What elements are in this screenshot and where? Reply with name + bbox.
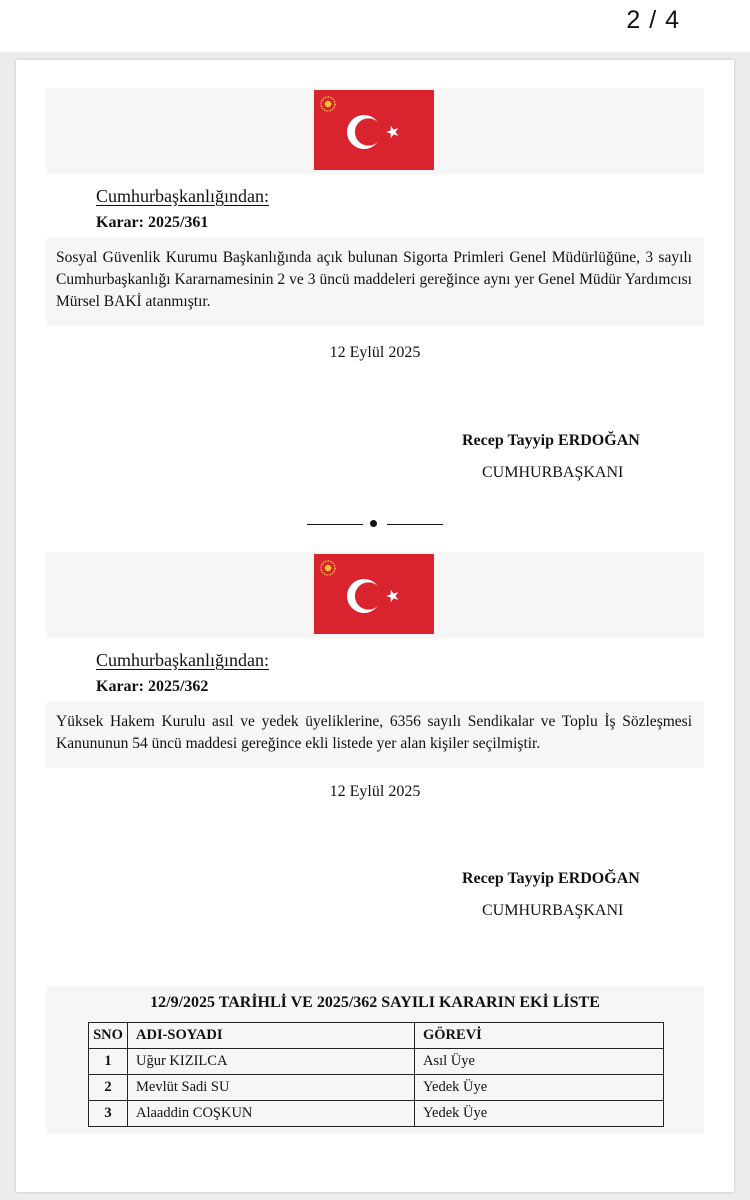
decision-body: Sosyal Güvenlik Kurumu Başkanlığında açık bulunan Sigorta Primleri Genel Müdürlüğüne, 3 sayılı Cumhurbaşkanlığı Kararnamesinin 2 ve 3 üncü maddeleri gereğince aynı yer Genel Müdür Yardımcısı Mürsel BAKİ atanmıştır. — [56, 249, 692, 310]
signer-name: Recep Tayyip ERDOĞAN — [462, 432, 640, 449]
signer-title: CUMHURBAŞKANI — [482, 902, 624, 919]
column-header-role: GÖREVİ — [415, 1023, 664, 1049]
cell-name: Alaaddin COŞKUN — [128, 1101, 415, 1127]
decision-body: Yüksek Hakem Kurulu asıl ve yedek üyeliklerine, 6356 sayılı Sendikalar ve Toplu İş Sözleşmesi Kanununun 54 üncü maddesi gereğince ekli listede yer alan kişiler seçilmiştir. — [56, 713, 692, 752]
turkish-flag-icon — [314, 90, 434, 170]
viewer-topbar — [0, 0, 750, 52]
table-row — [89, 1075, 664, 1101]
page-counter: 2 / 4 — [626, 6, 680, 34]
document-page — [16, 60, 734, 1192]
presidential-emblem-icon — [318, 94, 338, 114]
decision-date: 12 Eylül 2025 — [329, 783, 421, 800]
cell-role: Yedek Üye — [415, 1075, 664, 1101]
cell-sno: 3 — [89, 1101, 128, 1127]
cell-role: Asıl Üye — [415, 1049, 664, 1075]
decision-heading: Cumhurbaşkanlığından: — [96, 186, 269, 206]
cell-role: Yedek Üye — [415, 1101, 664, 1127]
cell-name: Uğur KIZILCA — [128, 1049, 415, 1075]
column-header-name: ADI-SOYADI — [128, 1023, 415, 1049]
cell-name: Mevlüt Sadi SU — [128, 1075, 415, 1101]
table-header-row — [89, 1023, 664, 1049]
attachment-list-title: 12/9/2025 TARİHLİ VE 2025/362 SAYILI KARARIN EKİ LİSTE — [150, 994, 600, 1011]
signer-name: Recep Tayyip ERDOĞAN — [462, 870, 640, 887]
decision-date: 12 Eylül 2025 — [329, 344, 421, 361]
table-row — [89, 1049, 664, 1075]
decision-number: Karar: 2025/362 — [96, 678, 209, 695]
decision-heading: Cumhurbaşkanlığından: — [96, 650, 269, 670]
section-divider — [16, 514, 734, 534]
signer-title: CUMHURBAŞKANI — [482, 464, 624, 481]
attachment-table — [88, 1022, 664, 1127]
column-header-sno: SNO — [89, 1023, 128, 1049]
cell-sno: 1 — [89, 1049, 128, 1075]
turkish-flag-icon — [314, 554, 434, 634]
presidential-emblem-icon — [318, 558, 338, 578]
cell-sno: 2 — [89, 1075, 128, 1101]
decision-number: Karar: 2025/361 — [96, 214, 209, 231]
table-row — [89, 1101, 664, 1127]
